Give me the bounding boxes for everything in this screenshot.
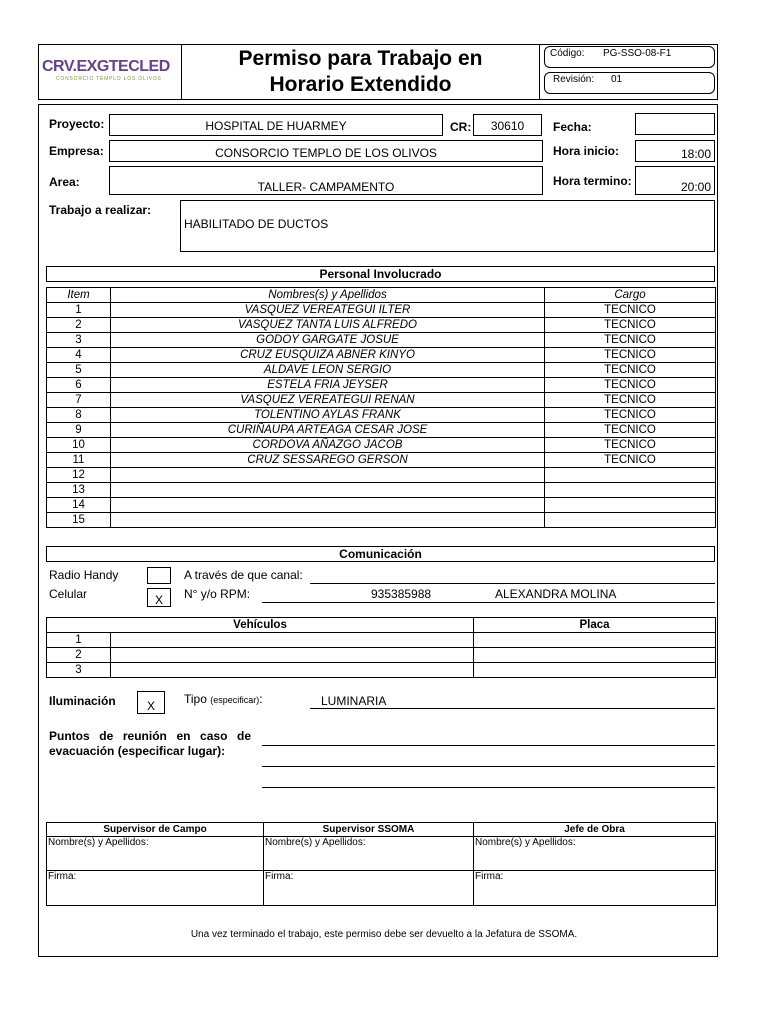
personal-item-cell: 1 (47, 303, 111, 318)
personal-cargo-cell[interactable]: TECNICO (545, 423, 716, 438)
cr-field[interactable] (473, 114, 542, 136)
personal-cargo-cell[interactable]: TECNICO (545, 408, 716, 423)
col-vehiculos-header: Vehículos (47, 618, 474, 633)
firma-label: Firma: (48, 871, 77, 882)
personal-row (47, 483, 716, 498)
personal-row (47, 423, 716, 438)
radio-checkbox[interactable] (147, 567, 171, 584)
personal-cargo-cell[interactable]: TECNICO (545, 363, 716, 378)
celular-label: Celular (49, 587, 88, 601)
personal-cargo-cell[interactable]: TECNICO (545, 453, 716, 468)
personal-item-cell: 11 (47, 453, 111, 468)
supervisor-ssoma-firma-field[interactable] (264, 871, 474, 906)
iluminacion-mark: X (146, 699, 155, 713)
personal-nombre-cell[interactable]: TOLENTINO AYLAS FRANK (111, 408, 545, 423)
hora-inicio-field[interactable] (635, 140, 715, 162)
personal-row (47, 438, 716, 453)
personal-row (47, 408, 716, 423)
empresa-label: Empresa: (49, 144, 104, 158)
supervisor-campo-firma-field[interactable] (47, 871, 264, 906)
firma-label: Firma: (265, 871, 294, 882)
evacuacion-line-3[interactable] (262, 787, 715, 788)
page-title (182, 44, 539, 98)
personal-nombre-cell[interactable]: VASQUEZ VEREATEGUI ILTER (111, 303, 545, 318)
personal-item-cell: 9 (47, 423, 111, 438)
jefe-obra-header: Jefe de Obra (474, 823, 716, 837)
canal-line (310, 583, 715, 584)
personal-item-cell: 10 (47, 438, 111, 453)
col-item-header: Item (47, 288, 111, 303)
vehiculo-row (47, 648, 716, 663)
personal-item-cell: 15 (47, 513, 111, 528)
radio-label: Radio Handy (49, 568, 119, 582)
tipo-hint: (especificar) (210, 695, 260, 705)
personal-item-cell: 14 (47, 498, 111, 513)
supervisor-campo-nombre-field[interactable] (47, 837, 264, 871)
personal-item-cell: 8 (47, 408, 111, 423)
evacuacion-label-line1: Puntos de reunión en caso de (49, 729, 251, 743)
personal-nombre-cell[interactable] (111, 513, 545, 528)
evacuacion-label-line2: evacuación (especificar lugar): (49, 744, 226, 758)
personal-cargo-cell[interactable]: TECNICO (545, 303, 716, 318)
vehiculos-header-row (47, 618, 716, 633)
company-logo (42, 58, 178, 84)
hora-termino-field[interactable] (635, 166, 715, 195)
nombre-label: Nombre(s) y Apellidos: (265, 837, 366, 848)
trabajo-label: Trabajo a realizar: (49, 203, 152, 217)
vehiculo-name-cell[interactable] (111, 648, 474, 663)
cr-label: CR: (450, 120, 472, 134)
area-label: Area: (49, 175, 80, 189)
personal-cargo-cell[interactable]: TECNICO (545, 333, 716, 348)
personal-row (47, 453, 716, 468)
personal-row (47, 468, 716, 483)
vehiculo-name-cell[interactable] (111, 633, 474, 648)
personal-row (47, 318, 716, 333)
personal-nombre-cell[interactable] (111, 468, 545, 483)
personal-cargo-cell[interactable] (545, 498, 716, 513)
personal-nombre-cell[interactable] (111, 483, 545, 498)
personal-cargo-cell[interactable] (545, 513, 716, 528)
personal-item-cell: 6 (47, 378, 111, 393)
vehiculo-row (47, 663, 716, 678)
rpm-label: N° y/o RPM: (184, 587, 251, 601)
personal-row (47, 498, 716, 513)
footer-note: Una vez terminado el trabajo, este permiso debe ser devuelto a la Jefatura de SSOMA. (190, 929, 578, 940)
personal-cargo-cell[interactable]: TECNICO (545, 318, 716, 333)
page-title-line2: Horario Extendido (269, 73, 452, 96)
revision-value: 01 (611, 74, 623, 85)
rpm-line (262, 602, 715, 603)
personal-nombre-cell[interactable]: ALDAVE LEON SERGIO (111, 363, 545, 378)
logo-tagline: CONSORCIO TEMPLO LOS OLIVOS (56, 76, 162, 82)
personal-nombre-cell[interactable]: VASQUEZ TANTA LUIS ALFREDO (111, 318, 545, 333)
personal-cargo-cell[interactable] (545, 483, 716, 498)
rpm-value[interactable]: 935385988 (371, 587, 432, 601)
evacuacion-line-2[interactable] (262, 766, 715, 767)
personal-row (47, 303, 716, 318)
header-divider-right (539, 44, 540, 100)
proyecto-label: Proyecto: (49, 117, 105, 131)
canal-label: A través de que canal: (184, 568, 303, 582)
tipo-label (184, 692, 263, 706)
iluminacion-checkbox[interactable] (137, 691, 165, 714)
vehiculos-table (46, 617, 716, 678)
iluminacion-label: Iluminación (49, 694, 116, 708)
personal-nombre-cell[interactable]: CURIÑAUPA ARTEAGA CESAR JOSE (111, 423, 545, 438)
firmas-table (46, 822, 716, 906)
personal-nombre-cell[interactable]: VASQUEZ VEREATEGUI RENAN (111, 393, 545, 408)
col-cargo-header: Cargo (545, 288, 716, 303)
nombre-label: Nombre(s) y Apellidos: (48, 837, 149, 848)
vehiculo-item-cell: 1 (47, 633, 111, 648)
tipo-line (310, 708, 715, 709)
firmas-nombre-row (47, 837, 716, 871)
evacuacion-label (49, 729, 251, 759)
personal-title: Personal Involucrado (46, 266, 715, 282)
supervisor-ssoma-nombre-field[interactable] (264, 837, 474, 871)
supervisor-ssoma-header: Supervisor SSOMA (264, 823, 474, 837)
personal-row (47, 513, 716, 528)
evacuacion-line-1[interactable] (262, 745, 715, 746)
personal-nombre-cell[interactable]: ESTELA FRIA JEYSER (111, 378, 545, 393)
personal-header-row (47, 288, 716, 303)
personal-item-cell: 5 (47, 363, 111, 378)
area-field[interactable] (109, 166, 543, 195)
revision-label: Revisión: (553, 74, 595, 85)
tipo-colon: : (259, 692, 263, 706)
trabajo-value: HABILITADO DE DUCTOS (184, 217, 329, 231)
fecha-field[interactable] (635, 113, 715, 135)
col-nombre-header: Nombres(s) y Apellidos (111, 288, 545, 303)
personal-cargo-cell[interactable]: TECNICO (545, 378, 716, 393)
vehiculo-row (47, 633, 716, 648)
celular-checkbox[interactable] (147, 588, 171, 607)
jefe-obra-firma-field[interactable] (474, 871, 716, 906)
hora-inicio-value: 18:00 (680, 147, 711, 161)
tipo-value[interactable]: LUMINARIA (321, 694, 387, 708)
personal-nombre-cell[interactable]: GODOY GARGATE JOSUE (111, 333, 545, 348)
vehiculo-item-cell: 2 (47, 648, 111, 663)
personal-nombre-cell[interactable]: CRUZ SESSAREGO GERSON (111, 453, 545, 468)
code-value: PG-SSO-08-F1 (603, 48, 672, 59)
jefe-obra-nombre-field[interactable] (474, 837, 716, 871)
empresa-field[interactable] (109, 140, 543, 162)
logo-brand: CRV.EXGTECLED (42, 58, 170, 75)
personal-item-cell: 3 (47, 333, 111, 348)
rpm-contact-name[interactable]: ALEXANDRA MOLINA (495, 587, 617, 601)
vehiculo-placa-cell[interactable] (474, 663, 716, 678)
firma-label: Firma: (475, 871, 504, 882)
personal-row (47, 378, 716, 393)
supervisor-campo-header: Supervisor de Campo (47, 823, 264, 837)
personal-cargo-cell[interactable]: TECNICO (545, 393, 716, 408)
celular-mark: X (154, 593, 163, 607)
personal-nombre-cell[interactable]: CORDOVA AÑAZGO JACOB (111, 438, 545, 453)
personal-row (47, 348, 716, 363)
vehiculo-placa-cell[interactable] (474, 633, 716, 648)
personal-row (47, 333, 716, 348)
comunicacion-title: Comunicación (46, 546, 715, 562)
personal-cargo-cell[interactable] (545, 468, 716, 483)
personal-item-cell: 4 (47, 348, 111, 363)
page-title-line1: Permiso para Trabajo en (238, 47, 483, 70)
personal-nombre-cell[interactable]: CRUZ EUSQUIZA ABNER KINYO (111, 348, 545, 363)
hora-termino-value: 20:00 (680, 180, 711, 194)
personal-table (46, 287, 716, 528)
personal-item-cell: 13 (47, 483, 111, 498)
col-placa-header: Placa (474, 618, 716, 633)
firmas-firma-row (47, 871, 716, 906)
proyecto-field[interactable] (109, 114, 443, 136)
personal-nombre-cell[interactable] (111, 498, 545, 513)
trabajo-field[interactable] (180, 200, 715, 252)
vehiculo-placa-cell[interactable] (474, 648, 716, 663)
personal-item-cell: 7 (47, 393, 111, 408)
hora-termino-label: Hora termino: (553, 174, 632, 188)
personal-row (47, 363, 716, 378)
empresa-value: CONSORCIO TEMPLO DE LOS OLIVOS (215, 146, 437, 160)
personal-cargo-cell[interactable]: TECNICO (545, 348, 716, 363)
firmas-header-row (47, 823, 716, 837)
personal-row (47, 393, 716, 408)
nombre-label: Nombre(s) y Apellidos: (475, 837, 576, 848)
code-label: Código: (550, 48, 585, 59)
area-value: TALLER- CAMPAMENTO (257, 180, 395, 194)
cr-value: 30610 (490, 119, 525, 133)
vehiculo-item-cell: 3 (47, 663, 111, 678)
personal-item-cell: 2 (47, 318, 111, 333)
proyecto-value: HOSPITAL DE HUARMEY (205, 119, 347, 133)
vehiculo-name-cell[interactable] (111, 663, 474, 678)
hora-inicio-label: Hora inicio: (553, 144, 620, 158)
tipo-label-text: Tipo (184, 692, 207, 706)
personal-cargo-cell[interactable]: TECNICO (545, 438, 716, 453)
fecha-label: Fecha: (553, 120, 592, 134)
personal-item-cell: 12 (47, 468, 111, 483)
